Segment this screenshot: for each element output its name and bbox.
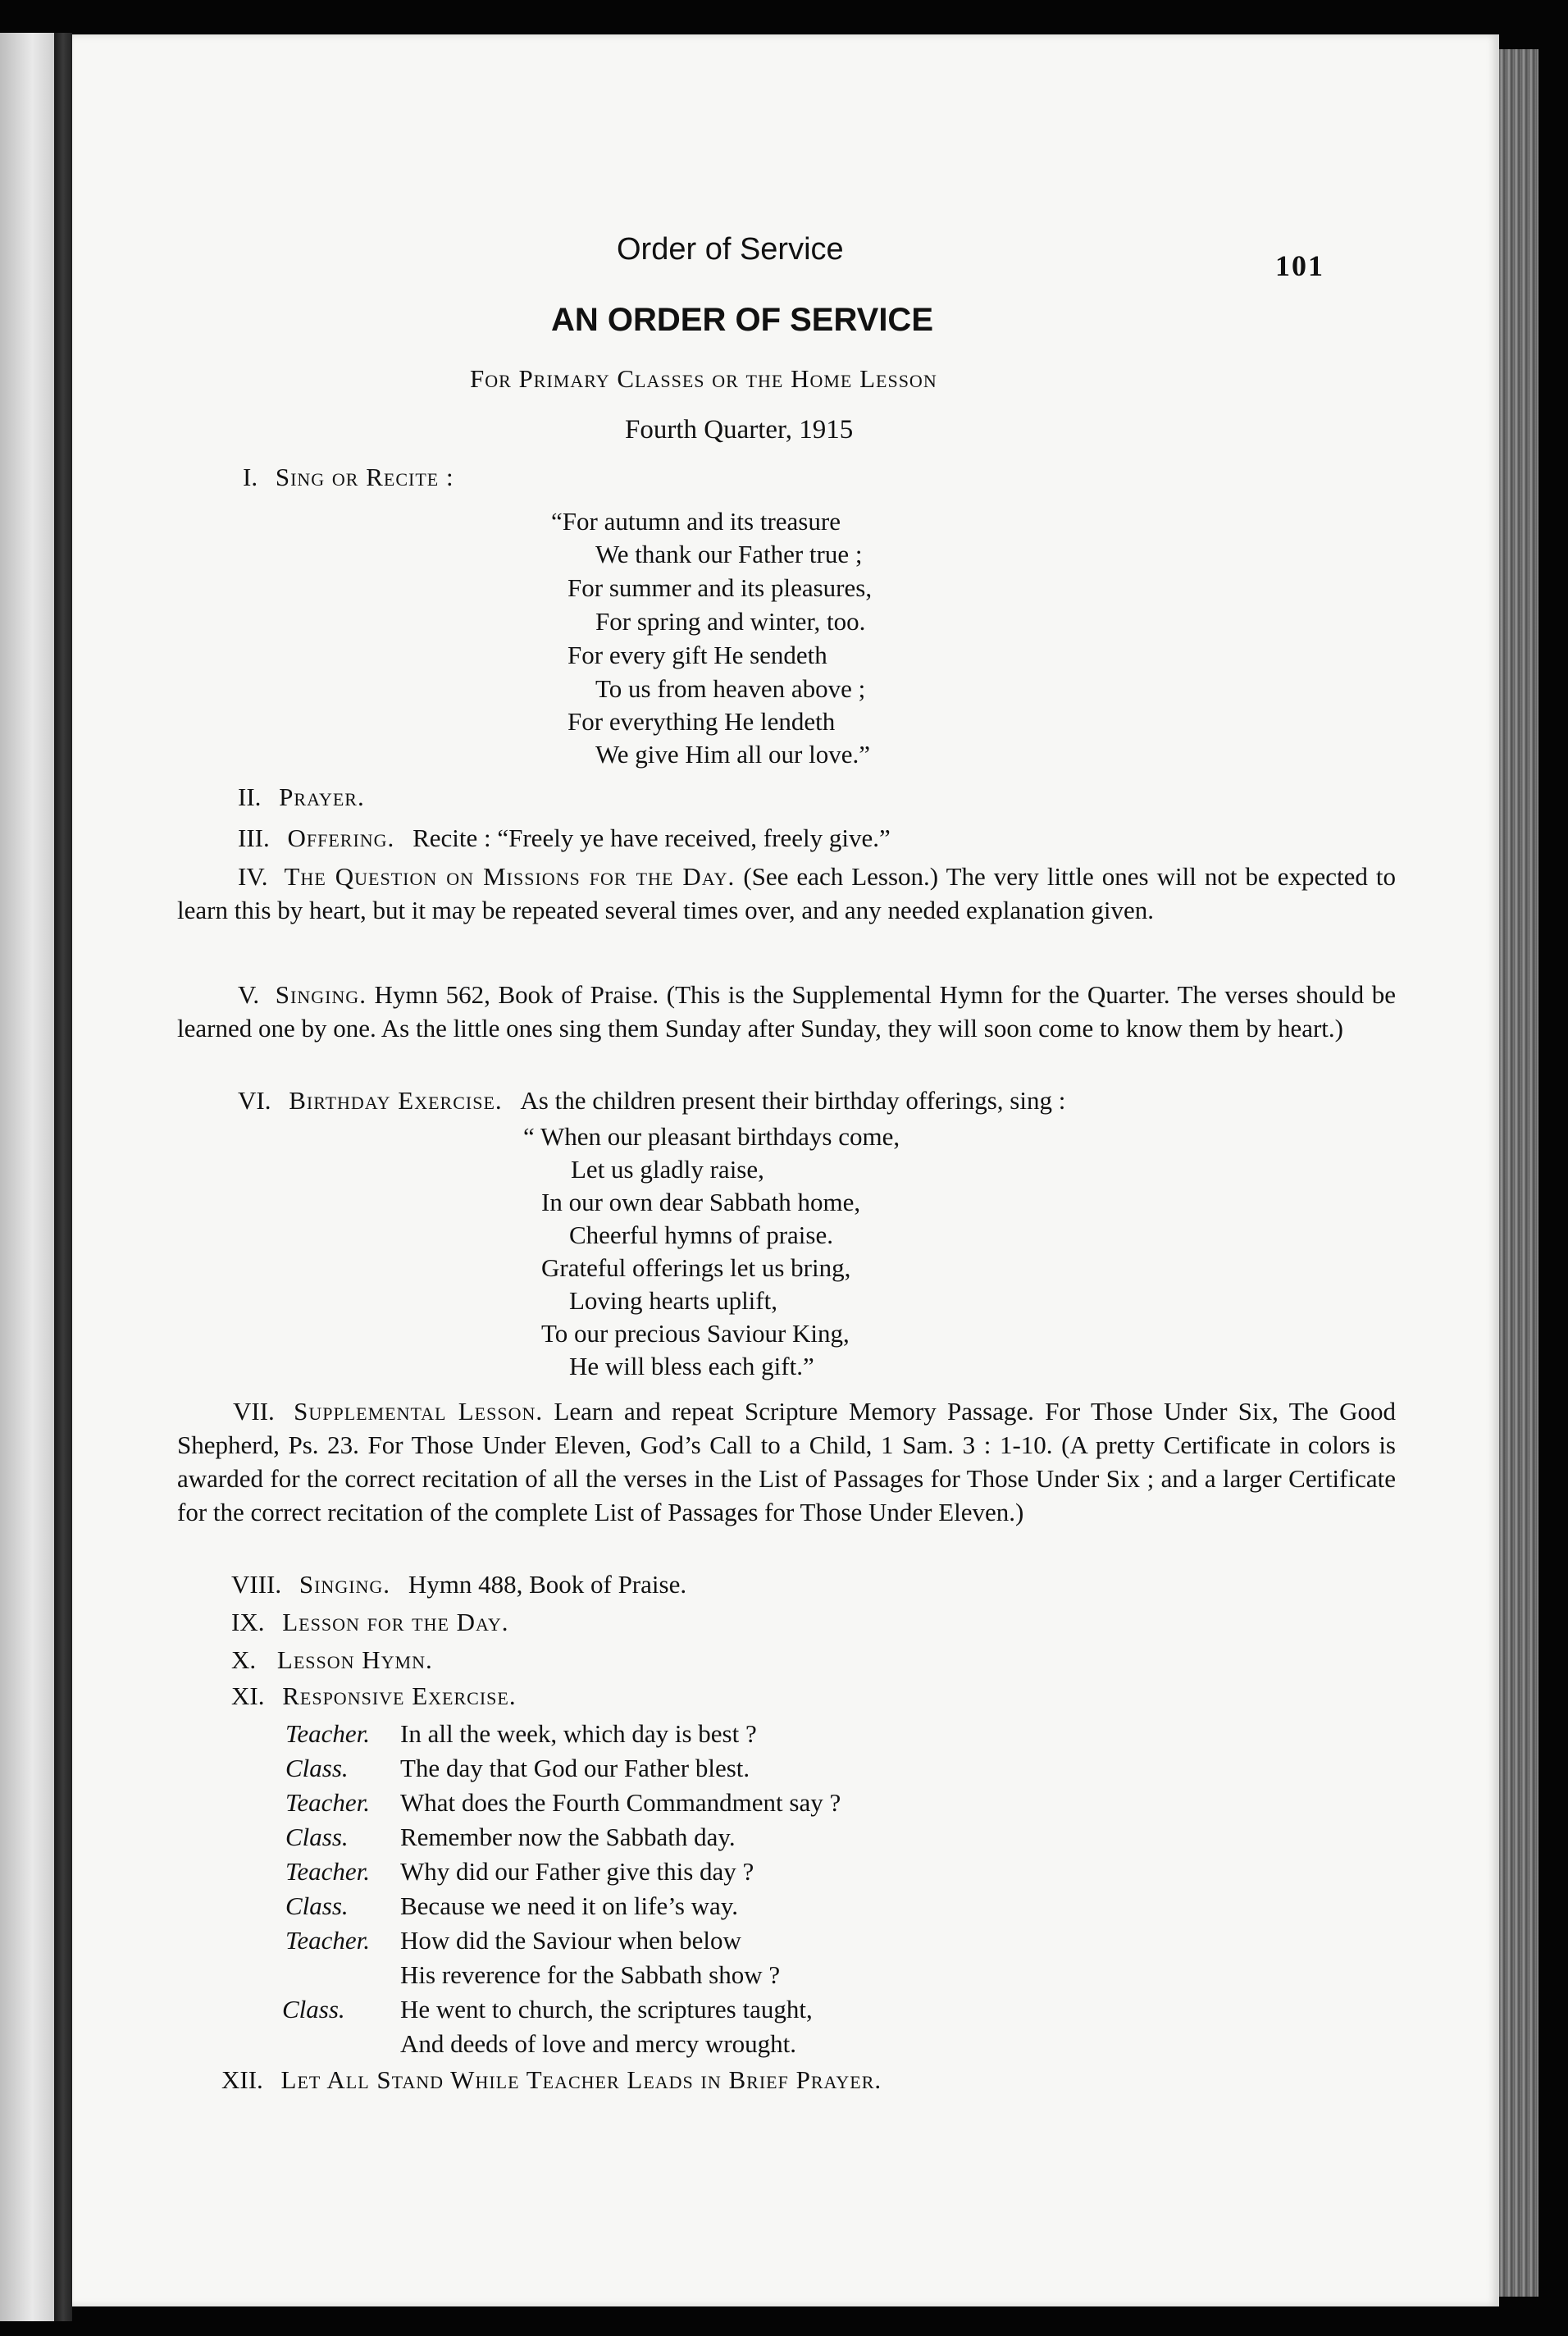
speaker-label: Teacher.: [285, 1719, 371, 1748]
item-number: I.: [243, 463, 258, 491]
poem-line: For every gift He sendeth: [567, 641, 827, 669]
speaker-label: Class.: [285, 1891, 349, 1920]
item-vii: [177, 1394, 1396, 1529]
item-i: [243, 461, 454, 494]
response-line: Because we need it on life’s way.: [400, 1891, 739, 1920]
item-text: Hymn 488, Book of Praise.: [408, 1570, 687, 1599]
page-number: 101: [1275, 249, 1324, 282]
speaker-label: Class.: [282, 1995, 345, 2023]
item-x: [231, 1644, 433, 1677]
item-number: IX.: [231, 1608, 265, 1636]
item-v: [177, 978, 1396, 1045]
item-heading: Prayer.: [279, 782, 365, 811]
item-number: IV.: [238, 862, 268, 891]
response-line: His reverence for the Sabbath show ?: [400, 1960, 781, 1989]
response-line: And deeds of love and mercy wrought.: [400, 2029, 796, 2058]
item-text: As the children present their birthday offerings, sing :: [520, 1086, 1066, 1115]
item-number: VIII.: [231, 1570, 282, 1599]
poem-line: Cheerful hymns of praise.: [569, 1220, 833, 1249]
item-number: XII.: [221, 2065, 263, 2094]
poem-line: To our precious Saviour King,: [541, 1319, 850, 1348]
item-text: Recite : “Freely ye have received, freely give.”: [413, 824, 891, 852]
response-line: He went to church, the scriptures taught,: [400, 1995, 813, 2023]
speaker-label: Class.: [285, 1754, 349, 1782]
poem-line: We thank our Father true ;: [595, 540, 863, 568]
item-iv: [177, 860, 1396, 927]
response-line: Why did our Father give this day ?: [400, 1857, 754, 1886]
poem-line: “For autumn and its treasure: [551, 507, 841, 536]
item-heading: The Question on Missions for the Day.: [284, 862, 736, 891]
item-heading: Supplemental Lesson.: [294, 1397, 544, 1426]
item-xi: [231, 1680, 517, 1713]
item-heading: Sing or Recite :: [275, 463, 454, 491]
item-heading: Responsive Exercise.: [282, 1681, 517, 1710]
book-page: [72, 34, 1499, 2306]
item-text: Learn and repeat Scripture Memory Passage. For Those Under Six, The Good Shepherd, Ps. 23. For Those Under Eleven, God’s Call to a Child, 1 Sam. 3 : 1-10. (A pretty Certificate in colors is awarded for the correct recitation of all the verses in the List of Passages for Those Under Six ; and a larger Certificate for the correct recitation of the complete List of Passages for Those Under Eleven.): [177, 1397, 1396, 1526]
page-title: AN ORDER OF SERVICE: [551, 302, 933, 338]
poem-line: He will bless each gift.”: [569, 1352, 814, 1380]
item-heading: Let All Stand While Teacher Leads in Brief Prayer.: [280, 2065, 882, 2094]
poem-line: For summer and its pleasures,: [567, 573, 873, 602]
speaker-label: Teacher.: [285, 1788, 371, 1817]
item-number: X.: [231, 1645, 257, 1674]
response-line: How did the Saviour when below: [400, 1926, 741, 1955]
poem-line: Let us gladly raise,: [571, 1155, 764, 1184]
item-ii: [238, 781, 365, 814]
poem-line: For everything He lendeth: [567, 707, 836, 736]
item-number: V.: [238, 980, 260, 1009]
quarter-line: Fourth Quarter, 1915: [625, 415, 854, 445]
poem-line: “ When our pleasant birthdays come,: [523, 1122, 900, 1151]
page-subtitle: For Primary Classes or the Home Lesson: [470, 364, 937, 393]
poem-line: To us from heaven above ;: [595, 674, 866, 703]
speaker-label: Teacher.: [285, 1857, 371, 1886]
response-line: The day that God our Father blest.: [400, 1754, 750, 1782]
item-heading: Offering.: [287, 824, 395, 852]
item-heading: Lesson Hymn.: [276, 1645, 433, 1674]
item-heading: Singing.: [275, 980, 367, 1009]
item-number: III.: [238, 824, 270, 852]
item-heading: Lesson for the Day.: [282, 1608, 509, 1636]
poem-line: In our own dear Sabbath home,: [541, 1188, 861, 1216]
item-viii: [231, 1568, 686, 1601]
book-binding: [54, 33, 72, 2321]
item-text: Hymn 562, Book of Praise. (This is the Supplemental Hymn for the Quarter. The verses should be learned one by one. As the little ones sing them Sunday after Sunday, they will soon come to know them by heart.): [177, 980, 1396, 1043]
item-text: (See each Lesson.) The very little ones will not be expected to learn this by heart, but it may be repeated several times over, and any needed explanation given.: [177, 862, 1397, 924]
speaker-label: Teacher.: [285, 1926, 371, 1955]
speaker-label: Class.: [285, 1823, 349, 1851]
item-number: II.: [238, 782, 262, 811]
poem-line: For spring and winter, too.: [595, 607, 866, 636]
response-line: Remember now the Sabbath day.: [400, 1823, 736, 1851]
item-xii: [221, 2064, 882, 2096]
item-number: VII.: [233, 1397, 275, 1426]
item-heading: Birthday Exercise.: [289, 1086, 503, 1115]
poem-line: We give Him all our love.”: [595, 740, 870, 769]
poem-line: Grateful offerings let us bring,: [541, 1253, 851, 1282]
poem-line: Loving hearts uplift,: [569, 1286, 777, 1315]
item-heading: Singing.: [299, 1570, 391, 1599]
facing-page-edge: [0, 33, 54, 2321]
item-number: XI.: [231, 1681, 265, 1710]
running-title: Order of Service: [617, 232, 844, 267]
item-ix: [231, 1606, 509, 1639]
page-stack-edge: [1499, 49, 1538, 2297]
item-vi: [238, 1084, 1065, 1117]
item-number: VI.: [238, 1086, 271, 1115]
response-line: In all the week, which day is best ?: [400, 1719, 757, 1748]
item-iii: [238, 822, 891, 855]
response-line: What does the Fourth Commandment say ?: [400, 1788, 841, 1817]
